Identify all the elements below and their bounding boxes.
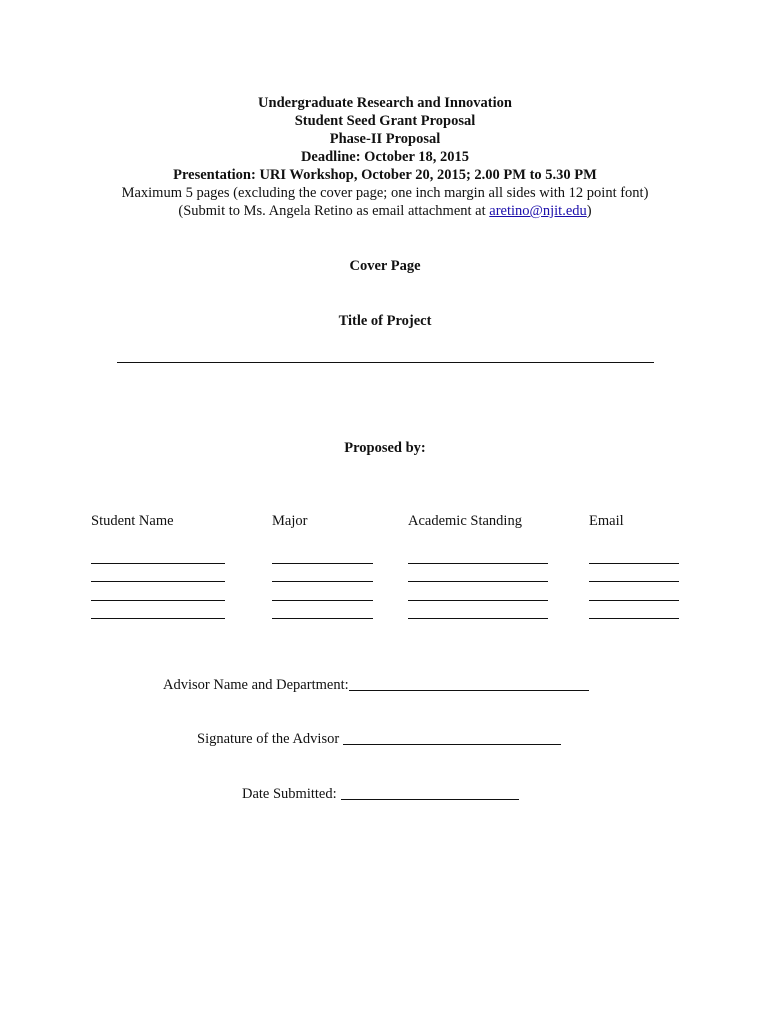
date-label: Date Submitted: [242,786,337,802]
email-blank[interactable] [589,581,679,582]
academic-standing-blank[interactable] [408,618,548,619]
advisor-field [163,676,589,694]
proposed-by-heading: Proposed by: [344,440,426,456]
email-blank[interactable] [589,618,679,619]
academic-standing-blank[interactable] [408,581,548,582]
student-name-blank[interactable] [91,581,225,582]
major-blank[interactable] [272,600,373,601]
heading-phase: Phase-II Proposal [329,131,441,147]
academic-standing-blank[interactable] [408,600,548,601]
instructions-pages: Maximum 5 pages (excluding the cover page; one inch margin all sides with 12 point font) [121,185,649,201]
heading-deadline: Deadline: October 18, 2015 [300,149,470,165]
col-email: Email [589,513,624,529]
advisor-blank[interactable] [349,676,589,691]
signature-field [197,730,561,748]
col-academic-standing: Academic Standing [408,513,522,529]
cover-page-heading: Cover Page [349,258,421,274]
major-blank[interactable] [272,563,373,564]
heading-grant: Student Seed Grant Proposal [294,113,476,129]
submit-prefix: (Submit to Ms. Angela Retino as email attachment at [178,203,490,219]
academic-standing-blank[interactable] [408,563,548,564]
instructions-submit [0,202,770,220]
student-name-blank[interactable] [91,618,225,619]
project-title-line[interactable] [117,362,654,363]
col-major: Major [272,513,308,529]
student-name-blank[interactable] [91,600,225,601]
submit-suffix: ) [586,203,592,219]
title-of-project-heading: Title of Project [338,313,432,329]
student-name-blank[interactable] [91,563,225,564]
email-link[interactable]: aretino@njit.edu [489,203,587,219]
signature-blank[interactable] [343,730,561,745]
signature-label: Signature of the Advisor [197,731,340,747]
major-blank[interactable] [272,581,373,582]
email-blank[interactable] [589,563,679,564]
date-field [242,785,519,803]
date-blank[interactable] [341,785,519,800]
email-blank[interactable] [589,600,679,601]
advisor-label: Advisor Name and Department: [163,677,349,693]
heading-presentation: Presentation: URI Workshop, October 20, 2015; 2.00 PM to 5.30 PM [173,167,597,183]
col-student-name: Student Name [91,513,174,529]
major-blank[interactable] [272,618,373,619]
heading-program: Undergraduate Research and Innovation [258,95,512,111]
